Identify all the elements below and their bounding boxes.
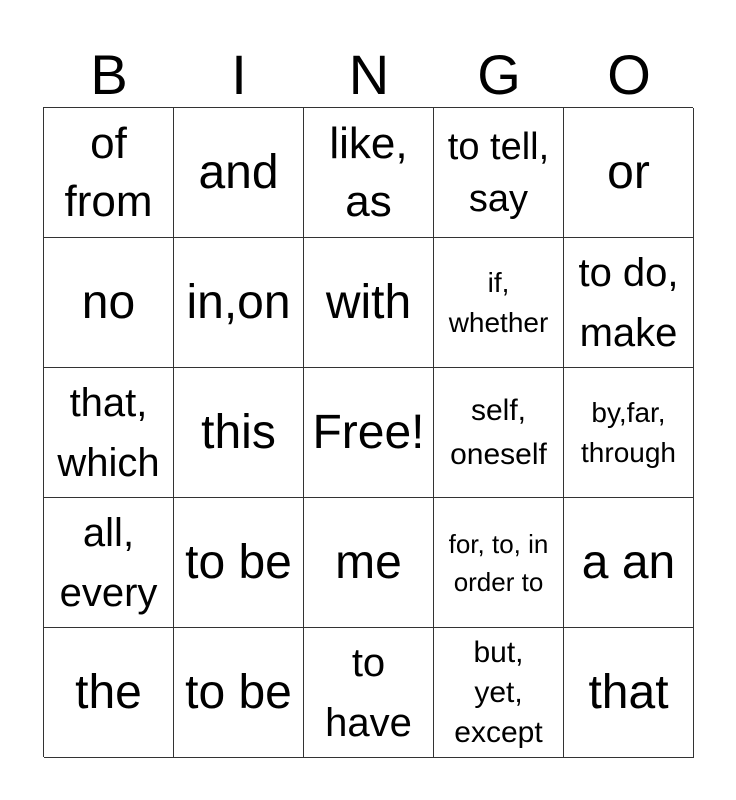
- bingo-cell-r1-c3[interactable]: like, as: [304, 108, 434, 238]
- bingo-cell-r3-c2[interactable]: this: [174, 368, 304, 498]
- bingo-cell-r3-c1[interactable]: that, which: [44, 368, 174, 498]
- bingo-card-grid: [43, 107, 693, 757]
- header-letter-i: I: [231, 43, 247, 106]
- header-letter-n: N: [348, 43, 390, 106]
- bingo-cell-r1-c1[interactable]: of from: [44, 108, 174, 238]
- bingo-cell-r1-c4[interactable]: to tell, say: [434, 108, 564, 238]
- bingo-cell-r3-c4[interactable]: self, oneself: [434, 368, 564, 498]
- bingo-cell-r4-c3[interactable]: me: [304, 498, 434, 628]
- bingo-cell-r5-c3[interactable]: to have: [304, 628, 434, 758]
- bingo-cell-r1-c2[interactable]: and: [174, 108, 304, 238]
- bingo-cell-r3-c5[interactable]: by,far, through: [564, 368, 694, 498]
- bingo-cell-r2-c1[interactable]: no: [44, 238, 174, 368]
- bingo-cell-r5-c1[interactable]: the: [44, 628, 174, 758]
- bingo-header: [44, 44, 694, 106]
- bingo-cell-r3-c3[interactable]: Free!: [304, 368, 434, 498]
- bingo-cell-r2-c5[interactable]: to do, make: [564, 238, 694, 368]
- bingo-cell-r2-c4[interactable]: if, whether: [434, 238, 564, 368]
- bingo-cell-r4-c1[interactable]: all, every: [44, 498, 174, 628]
- bingo-cell-r5-c4[interactable]: but, yet, except: [434, 628, 564, 758]
- header-letter-b: B: [90, 43, 128, 106]
- header-letter-g: G: [477, 43, 521, 106]
- bingo-cell-r2-c2[interactable]: in,on: [174, 238, 304, 368]
- bingo-cell-r4-c2[interactable]: to be: [174, 498, 304, 628]
- bingo-cell-r5-c5[interactable]: that: [564, 628, 694, 758]
- bingo-cell-r4-c5[interactable]: a an: [564, 498, 694, 628]
- header-letter-o: O: [607, 43, 651, 106]
- bingo-cell-r4-c4[interactable]: for, to, in order to: [434, 498, 564, 628]
- bingo-cell-r1-c5[interactable]: or: [564, 108, 694, 238]
- bingo-cell-r5-c2[interactable]: to be: [174, 628, 304, 758]
- bingo-cell-r2-c3[interactable]: with: [304, 238, 434, 368]
